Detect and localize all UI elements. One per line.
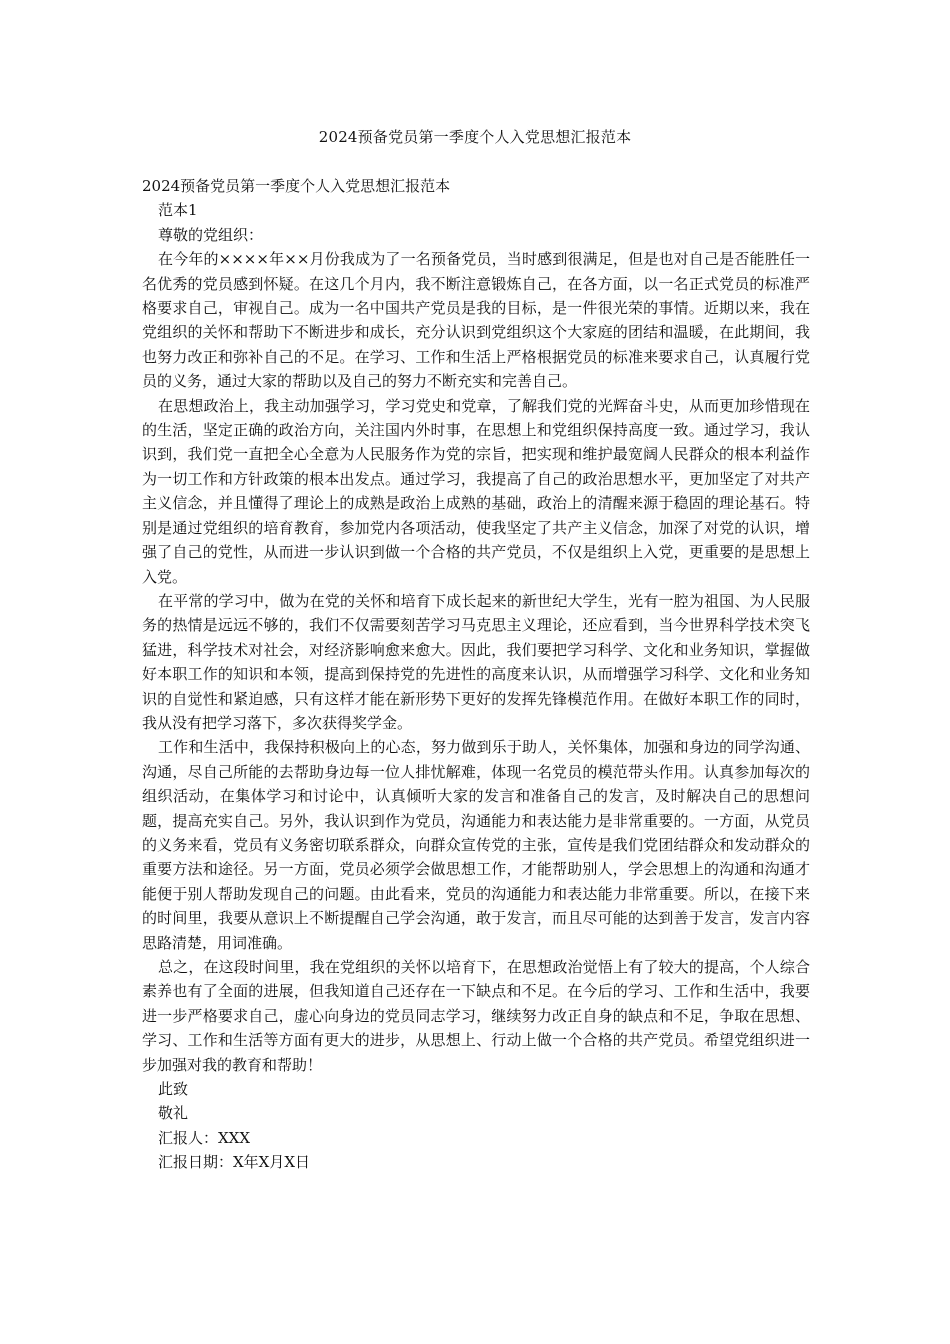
body-paragraph-3: 在平常的学习中，做为在党的关怀和培育下成长起来的新世纪大学生，光有一腔为祖国、为人民服务的热情是远远不够的，我们不仅需要刻苦学习马克思主义理论，还应看到，当今世界科学技术突飞猛进，科学技术对社会，对经济影响愈来愈大。因此，我们要把学习科学、文化和业务知识，掌握做好本职工作的知识和本领，提高到保持党的先进性的高度来认识，从而增强学习科学、文化和业务知识的自觉性和紧迫感，只有这样才能在新形势下更好的发挥先锋模范作用。在做好本职工作的同时，我从没有把学习落下，多次获得奖学金。: [142, 591, 810, 732]
document-body: [142, 174, 810, 1175]
document-title: 2024预备党员第一季度个人入党思想汇报范本: [318, 128, 632, 146]
closing-line-2: 敬礼: [158, 1104, 189, 1123]
salutation: 尊敬的党组织：: [158, 225, 264, 244]
body-paragraph-1: 在今年的××××年××月份我成为了一名预备党员，当时感到很满足，但是也对自己是否能胜任一名优秀的党员感到怀疑。在这几个月内，我不断注意锻炼自己，在各方面，以一名正式党员的标准严格要求自己，审视自己。成为一名中国共产党员是我的目标，是一件很光荣的事情。近期以来，我在党组织的关怀和帮助下不断进步和成长，充分认识到党组织这个大家庭的团结和温暖，在此期间，我也努力改正和弥补自己的不足。在学习、工作和生活上严格根据党员的标准来要求自己，认真履行党员的义务，通过大家的帮助以及自己的努力不断充实和完善自己。: [142, 250, 810, 391]
body-paragraph-4: 工作和生活中，我保持积极向上的心态，努力做到乐于助人，关怀集体，加强和身边的同学沟通、沟通，尽自己所能的去帮助身边每一位人排忧解难，体现一名党员的模范带头作用。认真参加每次的组织活动，在集体学习和讨论中，认真倾听大家的发言和准备自己的发言，及时解决自己的思想问题，提高充实自己。另外，我认识到作为党员，沟通能力和表达能力是非常重要的。一方面，从党员的义务来看，党员有义务密切联系群众，向群众宣传党的主张，宣传是我们党团结群众和发动群众的重要方法和途径。另一方面，党员必须学会做思想工作，才能帮助别人，学会思想上的沟通和沟通才能便于别人帮助发现自己的问题。由此看来，党员的沟通能力和表达能力非常重要。所以，在接下来的时间里，我要从意识上不断提醒自己学会沟通，敢于发言，而且尽可能的达到善于发言，发言内容思路清楚，用词准确。: [142, 738, 810, 952]
closing-line-1: 此致: [158, 1080, 189, 1099]
sample-label: 范本1: [158, 201, 198, 220]
body-paragraph-5: 总之，在这段时间里，我在党组织的关怀以培育下，在思想政治觉悟上有了较大的提高，个人综合素养也有了全面的进展，但我知道自己还存在一下缺点和不足。在今后的学习、工作和生活中，我要进一步严格要求自己，虚心向身边的党员同志学习，继续努力改正自身的缺点和不足，争取在思想、学习、工作和生活等方面有更大的进步，从思想上、行动上做一个合格的共产党员。希望党组织进一步加强对我的教育和帮助！: [142, 958, 810, 1074]
body-paragraph-2: 在思想政治上，我主动加强学习，学习党史和党章，了解我们党的光辉奋斗史，从而更加珍惜现在的生活，坚定正确的政治方向，关注国内外时事，在思想上和党组织保持高度一致。通过学习，我认识到，我们党一直把全心全意为人民服务作为党的宗旨，把实现和维护最宽阔人民群众的根本利益作为一切工作和方针政策的根本出发点。通过学习，我提高了自己的政治思想水平，更加坚定了对共产主义信念，并且懂得了理论上的成熟是政治上成熟的基础，政治上的清醒来源于稳固的理论基石。特别是通过党组织的培育教育，参加党内各项活动，使我坚定了共产主义信念，加深了对党的认识，增强了自己的党性，从而进一步认识到做一个合格的共产党员，不仅是组织上入党，更重要的是思想上入党。: [142, 396, 810, 586]
document-subtitle: 2024预备党员第一季度个人入党思想汇报范本: [142, 177, 451, 195]
report-date: 汇报日期：X年X月X日: [158, 1153, 311, 1172]
reporter-name: 汇报人：XXX: [158, 1128, 251, 1147]
